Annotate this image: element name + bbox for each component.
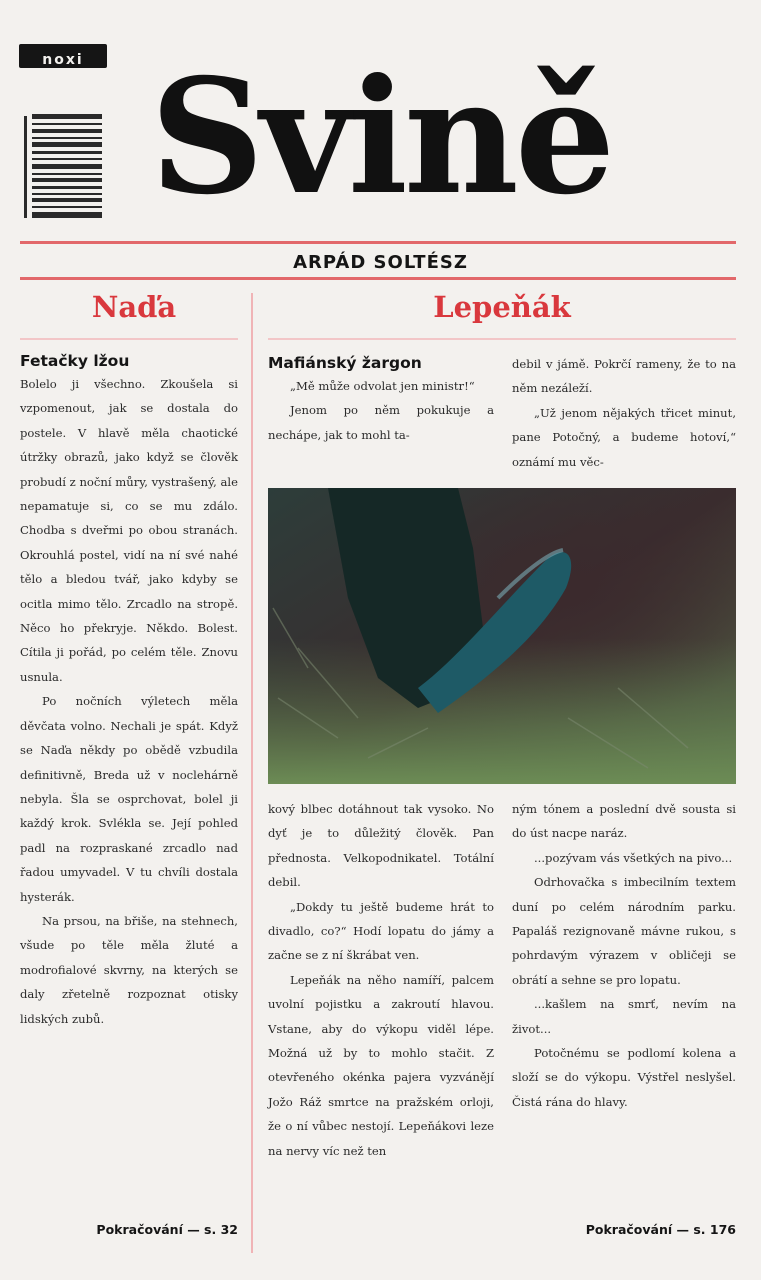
paragraph: Odrhovačka s imbecilním textem duní po celém národním parku. Papaláš rezignovaně mávne rukou, s pohrdavým výrazem v obličeji se obrátí a sehne se pro lopatu.: [512, 875, 736, 987]
cover-photo-shoe-in-grass: [268, 488, 736, 784]
paragraph: kový blbec dotáhnout tak vysoko. No dyť je to důležitý člověk. Pan přednosta. Velkopodnikatel. Totální debil.: [268, 802, 494, 890]
paragraph: Bolelo ji všechno. Zkoušela si vzpomenout, jak se dostala do postele. V hlavě měla chaotické útržky obrazů, jako když se člověk probudí z noční můry, vystrašený, ale nepamatuje si, co se mu zdálo. Chodba s dveřmi po obou stranách. Okrouhlá postel, vidí na ní své nahé tělo a bledou tvář, jako kdyby se ocitla mimo tělo. Zrcadlo na stropě. Něco ho překryje. Někdo. Bolest. Cítila ji pořád, po celém těle. Znovu usnula.: [20, 377, 238, 684]
author-rule: [20, 277, 736, 280]
right-bottom-col2: [512, 797, 736, 1257]
left-article: [20, 350, 238, 1250]
publisher-logo: [19, 44, 107, 68]
right-top-col2: [512, 352, 736, 482]
right-top-col1-body: [268, 374, 494, 447]
right-section-heading: Lepeňák: [433, 290, 571, 324]
left-section-heading: Naďa: [91, 290, 177, 324]
publisher-logo-text: noxi: [42, 52, 84, 68]
paragraph: Lepeňák na něho namíří, palcem uvolní pojistku a zakroutí hlavou. Vstane, aby do výkopu viděl lépe. Možná už by to mohlo stačit. Z otevřeného okénka pajera vyzvánějí Jožo Ráž smrtce na pražském orloji, že o ní vůbec nestojí. Lepeňákovi leze na nervy víc než ten: [268, 972, 494, 1158]
left-continuation: Pokračování — s. 32: [96, 1222, 238, 1237]
right-top-col1: [268, 352, 494, 482]
paragraph: Po nočních výletech měla děvčata volno. Nechali je spát. Když se Naďa někdy po obědě vzbudila definitivně, Bredа už v noclehárně nebyla. Šla se osprchovat, bolel ji každý krok. Svlékla se. Její pohled padl na rozpraskané zrcadlo nad řadou umyvadel. V tu chvíli dostala hysterák.: [20, 694, 238, 904]
right-bottom-col2-body: [512, 797, 736, 1114]
right-bottom-col1: [268, 797, 494, 1257]
paragraph: debil v jámě. Pokrčí rameny, že to na něm nezáleží.: [512, 357, 736, 396]
paragraph: ...pozývam vás všetkých na pivo...: [534, 850, 733, 865]
paragraph: Jenom po něm pokukuje a nechápe, jak to mohl ta-: [268, 403, 494, 442]
right-bottom-col1-body: [268, 797, 494, 1163]
column-divider: [251, 293, 253, 1253]
paragraph: „Mě může odvolat jen ministr!“: [290, 379, 475, 393]
left-heading-rule: [20, 338, 238, 340]
paragraph: ným tónem a poslední dvě sousta si do úst nacpe naráz.: [512, 802, 736, 841]
book-title: Svině: [150, 45, 612, 230]
right-subheading: Mafiánský žargon: [268, 354, 422, 372]
barcode-icon: [22, 112, 104, 222]
left-subheading: Fetačky lžou: [20, 352, 130, 370]
right-top-col2-body: [512, 352, 736, 474]
top-rule: [20, 241, 736, 244]
paragraph: ...kašlem na smrť, nevím na život...: [512, 997, 736, 1036]
right-heading-rule: [268, 338, 736, 340]
left-article-body: [20, 372, 238, 1031]
paragraph: „Dokdy tu ještě budeme hrát to divadlo, co?“ Hodí lopatu do jámy a začne se z ní škrábat ven.: [268, 899, 494, 963]
paragraph: Na prsou, na břiše, na stehnech, všude po těle měla žluté a modrofialové skvrny, na kterých se daly zřetelně rozpoznat otisky lidských zubů.: [20, 913, 238, 1026]
right-continuation: Pokračování — s. 176: [585, 1222, 736, 1237]
paragraph: „Už jenom nějakých třicet minut, pane Potočný, a budeme hotoví,“ oznámí mu věc-: [512, 405, 736, 469]
author-name: ARPÁD SOLTÉSZ: [293, 252, 468, 273]
paragraph: Potočnému se podlomí kolena a složí se do výkopu. Výstřel neslyšel. Čistá rána do hlavy.: [512, 1046, 736, 1109]
